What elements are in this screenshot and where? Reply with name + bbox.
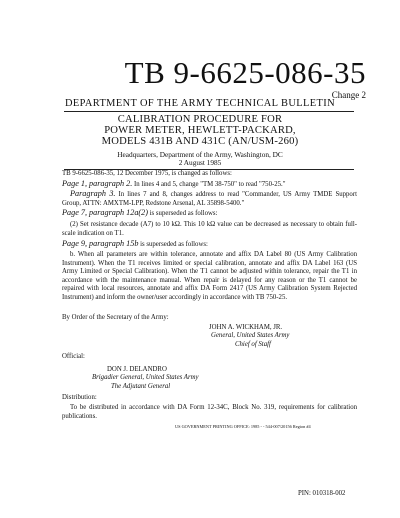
intro-text: TB 9-6625-086-35, 12 December 1975, is changed as follows: — [62, 170, 232, 177]
change-paragraph-2 — [62, 190, 357, 208]
change-paragraph-3 — [62, 209, 357, 219]
adjutant-rank: Brigadier General, United States Army — [92, 374, 199, 382]
title-line-3: MODELS 431B AND 431C (AN/USM-260) — [101, 136, 299, 147]
official-label: Official: — [62, 353, 85, 360]
order-line: By Order of the Secretary of the Army: — [62, 314, 169, 321]
adjutant-position: The Adjutant General — [111, 382, 171, 390]
change-reference-3: Page 7, paragraph 12a(2) — [62, 208, 148, 217]
adjutant-name: DON J. DELANDRO — [107, 366, 167, 373]
change-paragraph-4 — [62, 240, 357, 250]
headquarters-line: Headquarters, Department of the Army, Washington, DC — [117, 150, 283, 159]
superseded-text-4: b. When all parameters are within tolerance, annotate and affix DA Label 80 (US Army Calibration Instrument). When the T1 receives limited or special calibration, annotate and affix DA Label 163 (US Army Limited or Special Calibration). When the T1 cannot be adjusted within tolerance, repair the T1 in accordance with the maintenance manual. When repair is delayed for any reason or the T1 cannot be repaired with local resources, annotate and affix DA Form 2417 (US Army Calibration System Rejected Instrument) and inform the owner/user accordingly in accordance with TB 750-25. — [62, 251, 357, 301]
chief-of-staff-signature — [209, 324, 289, 349]
distribution-text: To be distributed in accordance with DA Form 12-34C, Block No. 319, requirements for calibration publications. — [62, 404, 357, 420]
title-line-2: POWER METER, HEWLETT-PACKARD, — [104, 125, 296, 136]
change-reference-1: Page 1, paragraph 2. — [62, 179, 133, 188]
change-text-4: is superseded as follows: — [138, 241, 208, 248]
department-heading: DEPARTMENT OF THE ARMY TECHNICAL BULLETIN — [64, 98, 336, 109]
chief-position: Chief of Staff — [235, 340, 271, 348]
distribution-label: Distribution: — [62, 394, 97, 401]
adjutant-signature — [92, 366, 199, 391]
chief-rank: General, United States Army — [211, 332, 290, 340]
change-text-3: is superseded as follows: — [147, 210, 218, 217]
title-rule-top — [64, 111, 354, 112]
publication-date: 2 August 1985 — [178, 158, 222, 167]
pin-number: PIN: 010318-002 — [298, 490, 346, 497]
change-text-2: In lines 7 and 8, changes address to read "Commander, US Army TMDE Support Group, ATTN: AMXTM-LPP, Redstone Arsenal, AL 35898-5400." — [62, 191, 357, 207]
superseded-text-3: (2) Set resistance decade (A7) to 10 kΩ. This 10 kΩ value can be decreased as necessary to obtain full-scale indication on T1. — [62, 221, 357, 237]
title-line-1: CALIBRATION PROCEDURE FOR — [117, 114, 283, 125]
change-text-1: In lines 4 and 5, change "TM 38-750" to read "750-25." — [132, 181, 286, 188]
change-reference-2: Paragraph 3. — [70, 189, 116, 198]
change-number: Change 2 — [331, 90, 366, 100]
tb-number: TB 9-6625-086-35 — [124, 55, 366, 90]
printing-office-line: US GOVERNMENT PRINTING OFFICE: 1985 - - 544-007/20156 Region #4 — [175, 424, 311, 429]
chief-name: JOHN A. WICKHAM, JR. — [209, 324, 283, 331]
change-reference-4: Page 9, paragraph 15b — [62, 239, 139, 248]
